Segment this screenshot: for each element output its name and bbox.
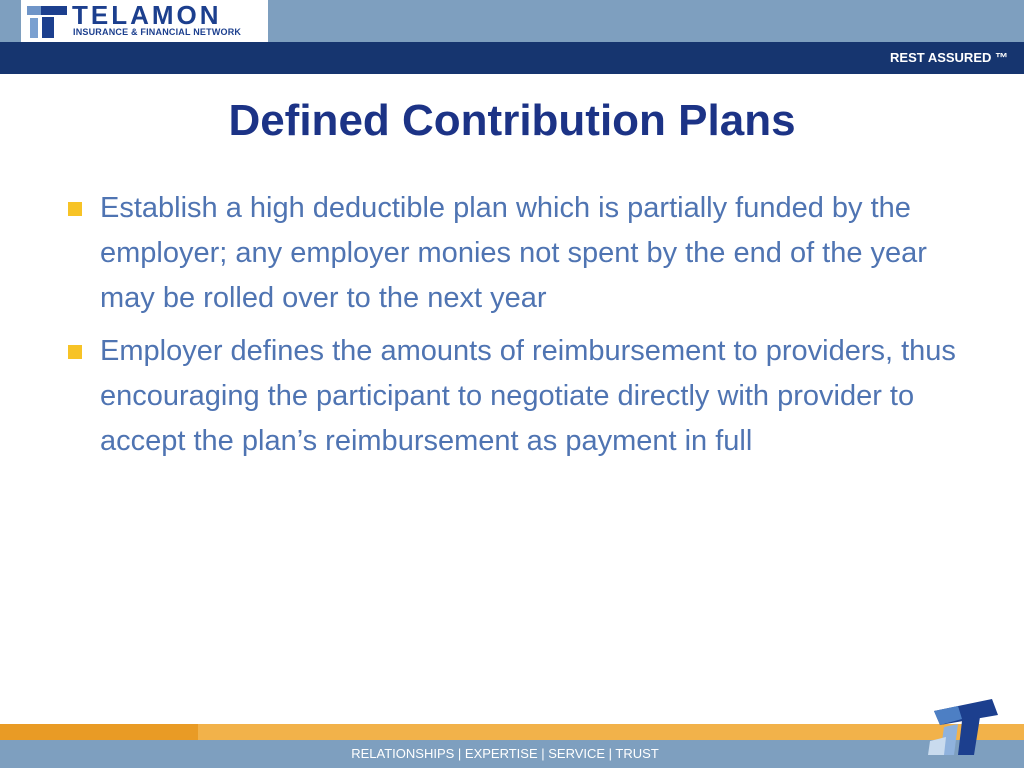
logo <box>21 0 268 42</box>
logo-title: TELAMON <box>72 0 222 30</box>
list-item <box>66 329 966 464</box>
bullet-text: Employer defines the amounts of reimbursement to providers, thus encouraging the participant to negotiate directly with provider to accept the plan’s reimbursement as payment in full <box>100 335 956 457</box>
tagline: REST ASSURED ™ <box>890 50 1008 65</box>
square-bullet-icon <box>68 345 82 359</box>
footer-text: RELATIONSHIPS | EXPERTISE | SERVICE | TRUST <box>351 746 659 761</box>
bullet-text: Establish a high deductible plan which is partially funded by the employer; any employer monies not spent by the end of the year may be rolled over to the next year <box>100 192 927 314</box>
square-bullet-icon <box>68 202 82 216</box>
telamon-t-logo-icon <box>27 4 67 38</box>
header-dark-band <box>0 42 1024 74</box>
bullet-list <box>66 186 966 472</box>
telamon-t-emblem-icon <box>928 697 1000 757</box>
list-item <box>66 186 966 321</box>
footer-orange-accent <box>0 724 198 740</box>
page-title: Defined Contribution Plans <box>228 96 796 145</box>
logo-subtitle: INSURANCE & FINANCIAL NETWORK <box>73 27 242 37</box>
